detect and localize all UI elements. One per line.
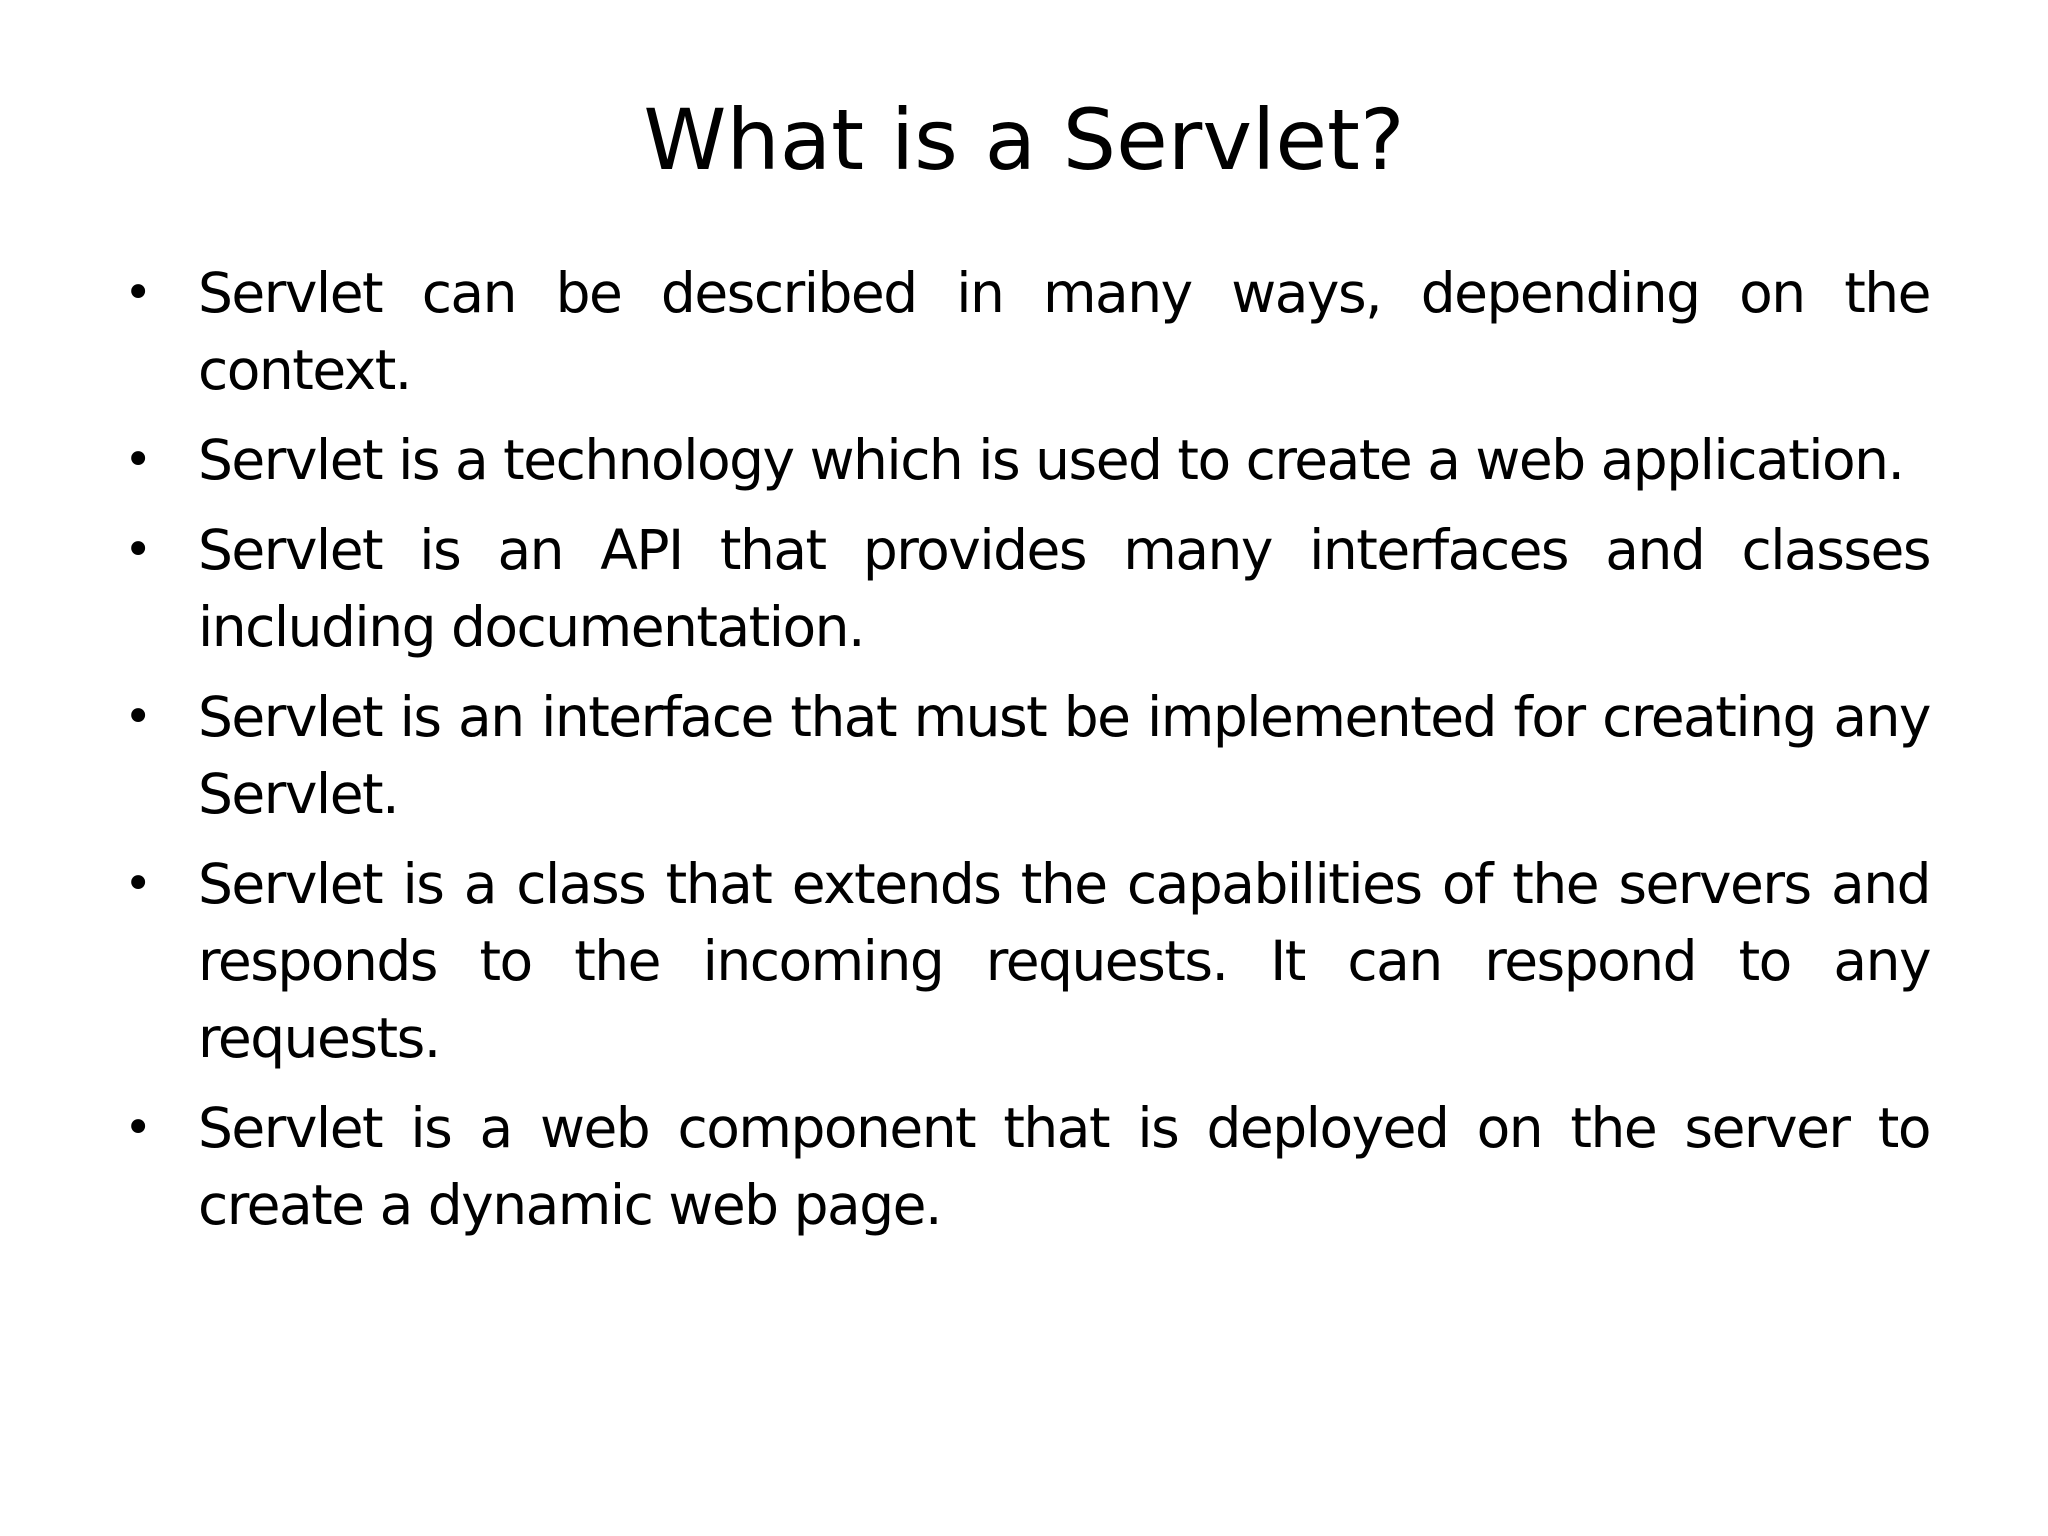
bullet-text: Servlet is a class that extends the capabilities of the servers and responds to the incoming requests. It can respond to any requests. xyxy=(198,852,1930,1070)
bullet-icon: • xyxy=(124,265,151,321)
bullet-icon: • xyxy=(124,432,151,488)
bullet-item xyxy=(124,846,1930,1077)
bullet-icon: • xyxy=(124,1100,151,1156)
bullet-item xyxy=(124,512,1930,666)
bullet-item xyxy=(124,422,1930,499)
bullet-text: Servlet is an API that provides many interfaces and classes including documentation. xyxy=(198,518,1930,659)
bullet-text: Servlet can be described in many ways, depending on the context. xyxy=(198,261,1930,402)
bullet-item xyxy=(124,255,1930,409)
bullet-text: Servlet is a web component that is deployed on the server to create a dynamic web page. xyxy=(198,1096,1930,1237)
bullet-icon: • xyxy=(124,856,151,912)
bullet-list xyxy=(124,255,1930,1257)
bullet-item xyxy=(124,679,1930,833)
bullet-text: Servlet is a technology which is used to create a web application. xyxy=(198,428,1904,492)
slide-title: What is a Servlet? xyxy=(643,91,1405,189)
bullet-icon: • xyxy=(124,522,151,578)
bullet-item xyxy=(124,1090,1930,1244)
bullet-text: Servlet is an interface that must be implemented for creating any Servlet. xyxy=(198,685,1930,826)
bullet-icon: • xyxy=(124,689,151,745)
